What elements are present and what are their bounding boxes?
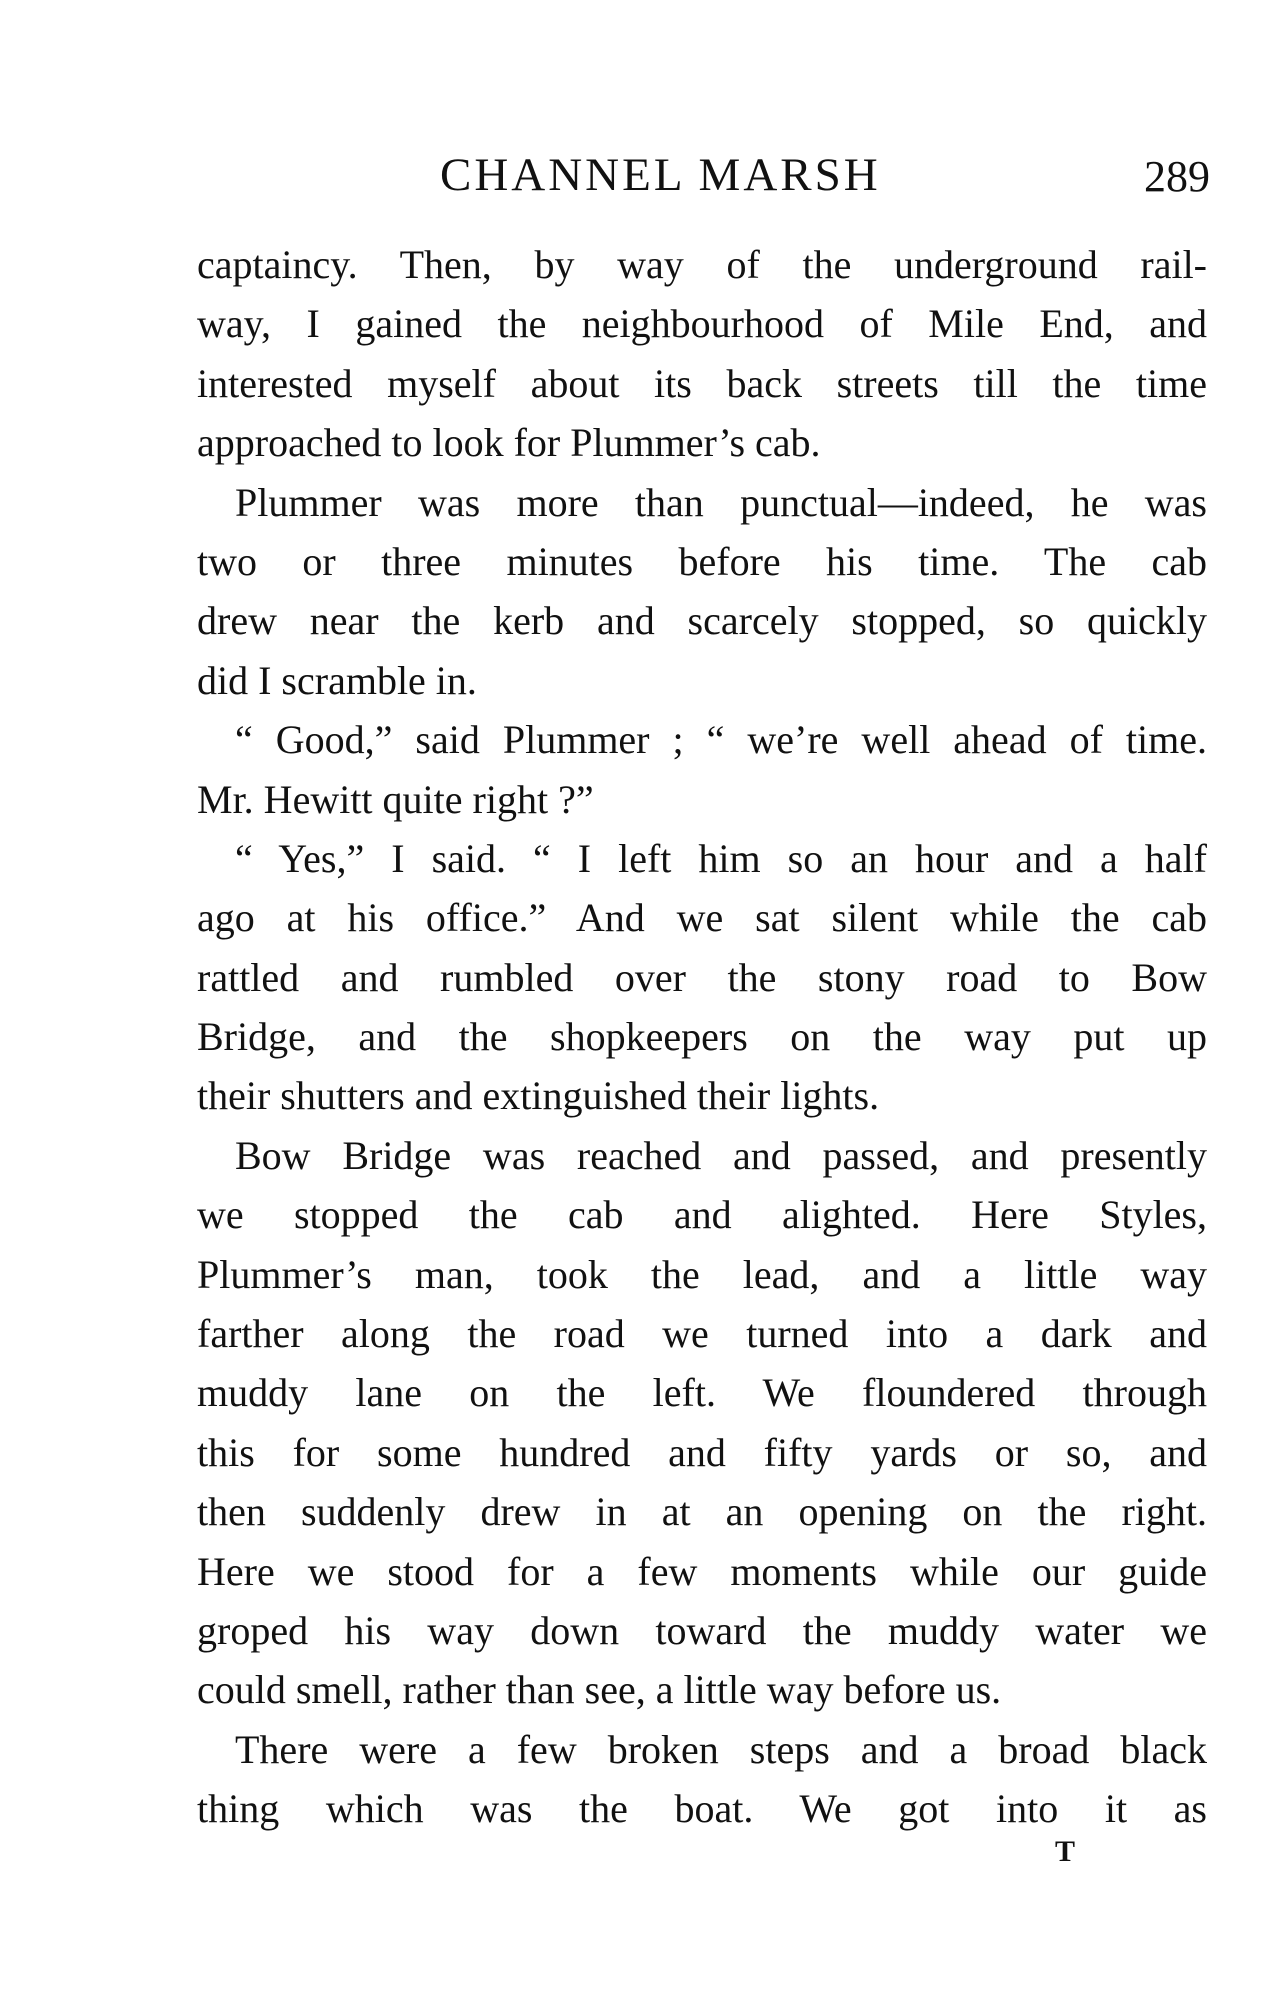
text-line: then suddenly drew in at an opening on the right.: [197, 1489, 1207, 1535]
text-line: Bridge, and the shopkeepers on the way put up: [197, 1014, 1207, 1060]
text-line: drew near the kerb and scarcely stopped, so quickly: [197, 598, 1207, 644]
page-number: 289: [1144, 152, 1210, 201]
text-line: Plummer’s man, took the lead, and a little way: [197, 1251, 1207, 1297]
text-line: captaincy. Then, by way of the underground rail-: [197, 242, 1207, 287]
signature-mark: T: [1055, 1835, 1076, 1868]
text-line: groped his way down toward the muddy water we: [197, 1607, 1207, 1653]
paragraph-start-line: “ Yes,” I said. “ I left him so an hour and a half: [235, 835, 1207, 881]
running-title: CHANNEL MARSH: [440, 149, 881, 201]
text-line: approached to look for Plummer’s cab.: [197, 420, 821, 466]
text-line: Mr. Hewitt quite right ?”: [197, 776, 594, 822]
text-line: two or three minutes before his time. The cab: [197, 538, 1207, 584]
text-line: thing which was the boat. We got into it as: [197, 1786, 1207, 1832]
paragraph-start-line: “ Good,” said Plummer ; “ we’re well ahead of time.: [235, 717, 1207, 763]
text-line: Here we stood for a few moments while our guide: [197, 1548, 1207, 1594]
text-line: rattled and rumbled over the stony road to Bow: [197, 954, 1207, 1000]
text-line: we stopped the cab and alighted. Here Styles,: [197, 1192, 1207, 1238]
text-line: could smell, rather than see, a little way before us.: [197, 1667, 1002, 1713]
text-line: ago at his office.” And we sat silent while the cab: [197, 895, 1207, 941]
text-line: farther along the road we turned into a dark and: [197, 1311, 1207, 1357]
body-text: [197, 235, 1207, 1839]
text-line: their shutters and extinguished their lights.: [197, 1073, 880, 1119]
paragraph-start-line: There were a few broken steps and a broad black: [235, 1726, 1207, 1772]
text-line: interested myself about its back streets till the time: [197, 360, 1207, 406]
text-line: did I scramble in.: [197, 657, 477, 703]
paragraph-start-line: Plummer was more than punctual—indeed, he was: [235, 479, 1207, 525]
text-line: muddy lane on the left. We floundered through: [197, 1370, 1207, 1416]
text-line: way, I gained the neighbourhood of Mile End, and: [197, 301, 1207, 347]
paragraph-start-line: Bow Bridge was reached and passed, and presently: [235, 1132, 1207, 1178]
running-head: [200, 140, 1210, 210]
text-line: this for some hundred and fifty yards or so, and: [197, 1429, 1207, 1475]
